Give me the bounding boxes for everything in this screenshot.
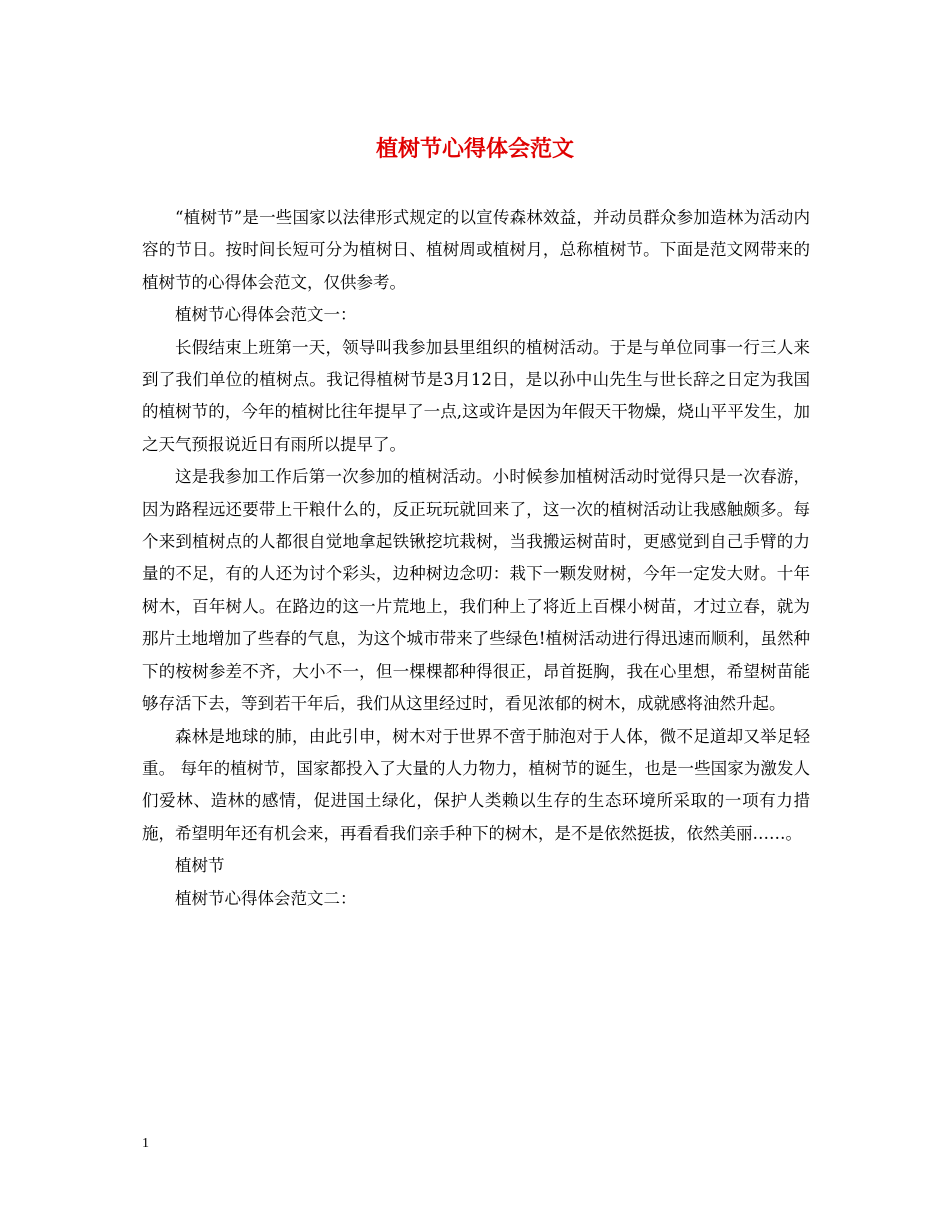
section-heading-one: 植树节心得体会范文一：: [175, 305, 357, 325]
section-heading-two: 植树节心得体会范文二：: [175, 888, 357, 908]
body-paragraph: 这是我参加工作后第一次参加的植树活动。小时候参加植树活动时觉得只是一次春游，因为路程远还要带上干粮什么的，反正玩玩就回来了，这一次的植树活动让我感触颇多。每个来到植树点的人都很自觉地拿起铁锹挖坑栽树，当我搬运树苗时，更感觉到自己手臂的力量的不足，有的人还为讨个彩头，边种树边念叨：栽下一颗发财树，今年一定发大财。十年树木，百年树人。在路边的这一片荒地上，我们种上了将近上百棵小树苗，才过立春，就为那片土地增加了些春的气息，为这个城市带来了些绿色!植树活动进行得迅速而顺利，虽然种下的桉树参差不齐，大小不一，但一棵棵都种得很正，昂首挺胸，我在心里想，希望树苗能够存活下去，等到若干年后，我们从这里经过时，看见浓郁的树木，成就感将油然升起。: [142, 467, 810, 714]
section-label: 植树节: [175, 856, 225, 876]
document-body: [142, 202, 810, 915]
document-title: 植树节心得体会范文: [375, 136, 574, 162]
intro-paragraph: “植树节”是一些国家以法律形式规定的以宣传森林效益，并动员群众参加造林为活动内容的节日。按时间长短可分为植树日、植树周或植树月，总称植树节。下面是范文网带来的植树节的心得体会范文，仅供参考。: [142, 208, 810, 292]
body-paragraph: 森林是地球的肺，由此引申，树木对于世界不啻于肺泡对于人体，微不足道却又举足轻重。 每年的植树节，国家都投入了大量的人力物力，植树节的诞生，也是一些国家为激发人们爱林、造林的感情，促进国土绿化，保护人类赖以生存的生态环境所采取的一项有力措施，希望明年还有机会来，再看看我们亲手种下的树木，是不是依然挺拔，依然美丽……。: [142, 726, 810, 843]
page-number: 1: [142, 1136, 149, 1151]
body-paragraph: 长假结束上班第一天，领导叫我参加县里组织的植树活动。于是与单位同事一行三人来到了我们单位的植树点。我记得植树节是3月12日，是以孙中山先生与世长辞之日定为我国的植树节的，今年的植树比往年提早了一点,这或许是因为年假天干物燥，烧山平平发生，加之天气预报说近日有雨所以提早了。: [142, 337, 810, 454]
